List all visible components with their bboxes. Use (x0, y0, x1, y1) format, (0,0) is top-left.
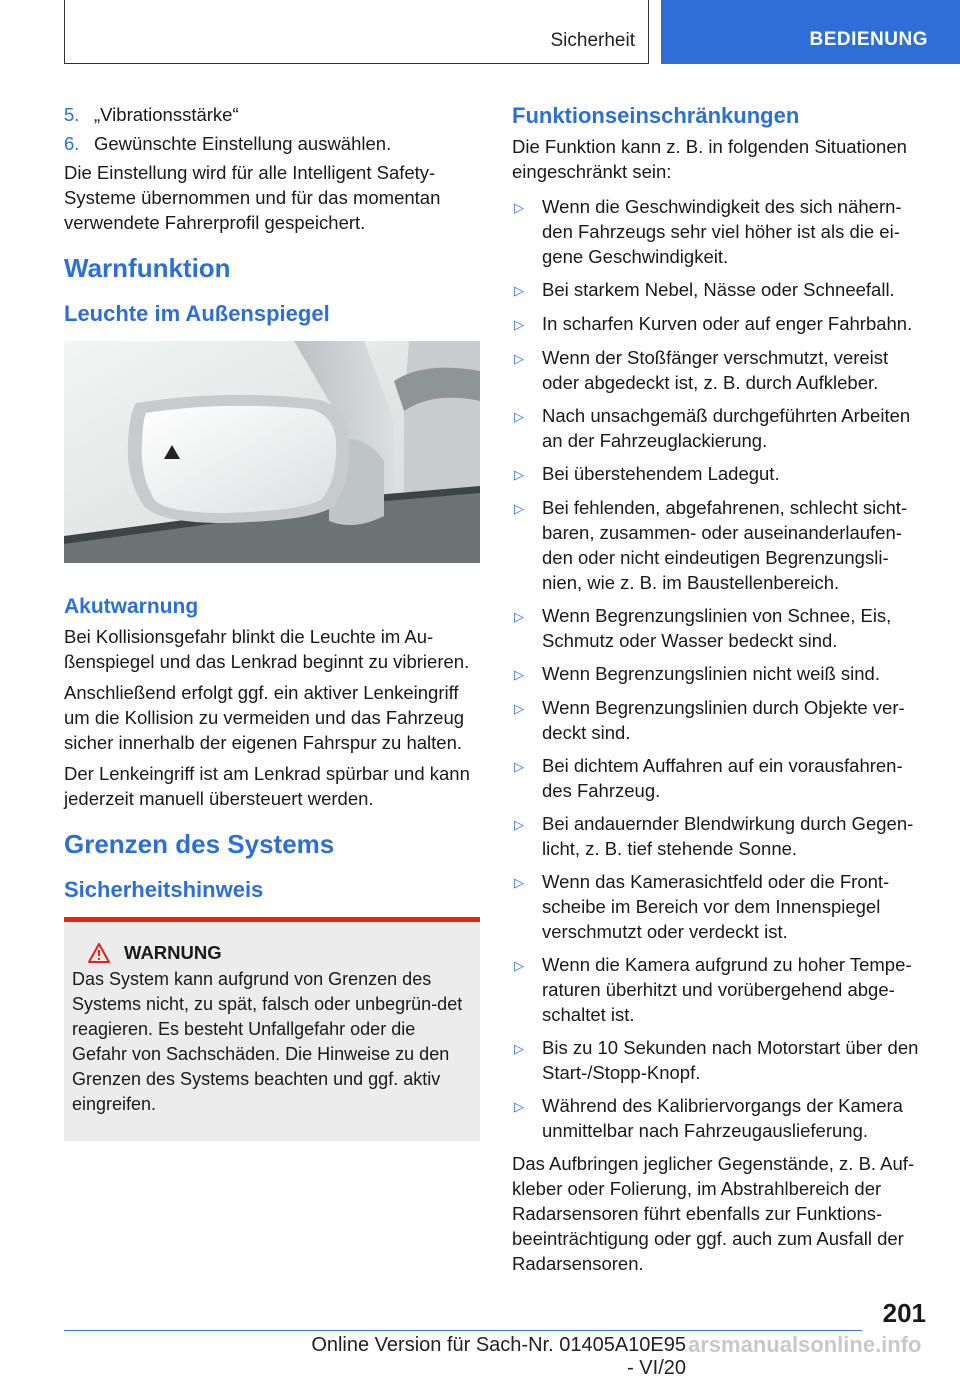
acute-paragraph-3: Der Lenkeingriff ist am Lenkrad spürbar und kann jederzeit manuell übersteuert werden. (64, 763, 470, 809)
bullet-triangle-icon: ▷ (514, 1041, 524, 1056)
mirror-illustration (64, 341, 480, 563)
list-item: ▷ Während des Kalibriervorgangs der Kamera unmittelbar nach Fahrzeugauslieferung. (514, 1095, 903, 1141)
left-column (64, 102, 480, 1141)
list-item: ▷ Wenn das Kamerasichtfeld oder die Front-scheibe im Bereich vor dem Innenspiegel verschmutzt oder verdeckt ist. (514, 871, 890, 942)
heading-leuchte: Leuchte im Außenspiegel (64, 301, 330, 326)
list-item: ▷ Bei fehlenden, abgefahrenen, schlecht sicht-baren, zusammen- oder auseinanderlaufen-den oder nicht eindeutigen Begrenzungsli-nien, wie z. B. im Baustellenbereich. (514, 497, 908, 593)
header-section-title: Sicherheit (550, 30, 635, 51)
settings-paragraph: Die Einstellung wird für alle Intelligent Safety-Systeme übernommen und für das momentan verwendete Fahrerprofil gespeichert. (64, 162, 441, 233)
page-number: 201 (882, 1298, 926, 1328)
step-item (64, 102, 480, 127)
bullet-triangle-icon: ▷ (514, 409, 524, 424)
step-item (64, 131, 480, 156)
header-chapter-tab[interactable] (661, 0, 960, 64)
bullet-triangle-icon: ▷ (514, 317, 524, 332)
list-item: ▷ Wenn die Geschwindigkeit des sich nähern-den Fahrzeugs sehr viel höher ist als die ei-gene Geschwindigkeit. (514, 196, 902, 267)
bullet-triangle-icon: ▷ (514, 701, 524, 716)
list-item: ▷ Bei andauernder Blendwirkung durch Gegen-licht, z. B. tief stehende Sonne. (514, 813, 914, 859)
closing-paragraph: Das Aufbringen jeglicher Gegenstände, z. B. Auf-kleber oder Folierung, im Abstrahlbereich der Radarsensoren führt ebenfalls zur Funktions-beeinträchtigung oder ggf. auch zum Ausfall der Radarsensoren. (512, 1153, 915, 1274)
list-item: ▷ Wenn die Kamera aufgrund zu hoher Tempe-raturen überhitzt und vorübergehend abge-schaltet ist. (514, 954, 912, 1025)
warning-header (88, 942, 472, 964)
heading-sicherheitshinweis: Sicherheitshinweis (64, 877, 264, 902)
footer-online-version: Online Version für Sach-Nr. 01405A10E95 - VI/20 (311, 1334, 686, 1379)
list-item: ▷ Bei starkem Nebel, Nässe oder Schneefall. (512, 277, 926, 303)
list-item: ▷ Bei überstehendem Ladegut. (512, 461, 926, 487)
list-item: ▷ In scharfen Kurven oder auf enger Fahrbahn. (512, 311, 926, 337)
bullet-triangle-icon: ▷ (514, 609, 524, 624)
step-number: 6. (64, 133, 80, 154)
footer-divider (64, 1330, 862, 1331)
heading-funktionseinschraenkungen: Funktionseinschränkungen (512, 103, 800, 128)
right-column (512, 102, 926, 1282)
acute-paragraph-2: Anschließend erfolgt ggf. ein aktiver Lenkeingriff um die Kollision zu vermeiden und das Fahrzeug sicher innerhalb der eigenen Fahrspur zu halten. (64, 682, 465, 753)
list-item: ▷ Bei dichtem Auffahren auf ein vorausfahren-des Fahrzeug. (514, 755, 903, 801)
bullet-triangle-icon: ▷ (514, 667, 524, 682)
heading-warnfunktion: Warnfunktion (64, 253, 231, 283)
list-item: ▷ Wenn der Stoßfänger verschmutzt, vereist oder abgedeckt ist, z. B. durch Aufkleber. (514, 347, 889, 393)
list-item: ▷ Nach unsachgemäß durchgeführten Arbeiten an der Fahrzeuglackierung. (514, 405, 911, 451)
step-number: 5. (64, 104, 80, 125)
bullet-triangle-icon: ▷ (514, 283, 524, 298)
limits-list (512, 194, 926, 1143)
acute-paragraph-1: Bei Kollisionsgefahr blinkt die Leuchte im Au-ßenspiegel und das Lenkrad beginnt zu vibrieren. (64, 626, 470, 672)
bullet-triangle-icon: ▷ (514, 958, 524, 973)
bullet-triangle-icon: ▷ (514, 875, 524, 890)
bullet-triangle-icon: ▷ (514, 1099, 524, 1114)
watermark-text: arsmanualsonline.info (688, 1332, 922, 1357)
step-text: Gewünschte Einstellung auswählen. (94, 133, 392, 154)
list-item: ▷ Wenn Begrenzungslinien nicht weiß sind. (512, 661, 926, 687)
list-item: ▷ Wenn Begrenzungslinien von Schnee, Eis, Schmutz oder Wasser bedeckt sind. (514, 605, 892, 651)
bullet-triangle-icon: ▷ (514, 759, 524, 774)
bullet-triangle-icon: ▷ (514, 467, 524, 482)
warning-triangle-icon (88, 943, 110, 963)
limits-intro: Die Funktion kann z. B. in folgenden Situationen eingeschränkt sein: (512, 136, 907, 182)
list-item: ▷ Wenn Begrenzungslinien durch Objekte ver-deckt sind. (514, 697, 905, 743)
warning-box (64, 917, 480, 1141)
bullet-triangle-icon: ▷ (514, 817, 524, 832)
mirror-image-icon (64, 341, 480, 563)
list-item: ▷ Bis zu 10 Sekunden nach Motorstart über den Start-/Stopp-Knopf. (514, 1037, 919, 1083)
warning-title: WARNUNG (124, 942, 222, 963)
bullet-triangle-icon: ▷ (514, 200, 524, 215)
bullet-triangle-icon: ▷ (514, 501, 524, 516)
warning-text: Das System kann aufgrund von Grenzen des Systems nicht, zu spät, falsch oder unbegrün-det reagieren. Es besteht Unfallgefahr oder die Gefahr von Sachschäden. Die Hinweise zu den Grenzen des Systems beachten und ggf. aktiv eingreifen. (72, 969, 463, 1114)
header-chapter-label: BEDIENUNG (809, 29, 928, 50)
heading-akutwarnung: Akutwarnung (64, 595, 199, 618)
heading-grenzen: Grenzen des Systems (64, 829, 335, 859)
bullet-triangle-icon: ▷ (514, 351, 524, 366)
step-text: „Vibrationsstärke“ (94, 104, 239, 125)
